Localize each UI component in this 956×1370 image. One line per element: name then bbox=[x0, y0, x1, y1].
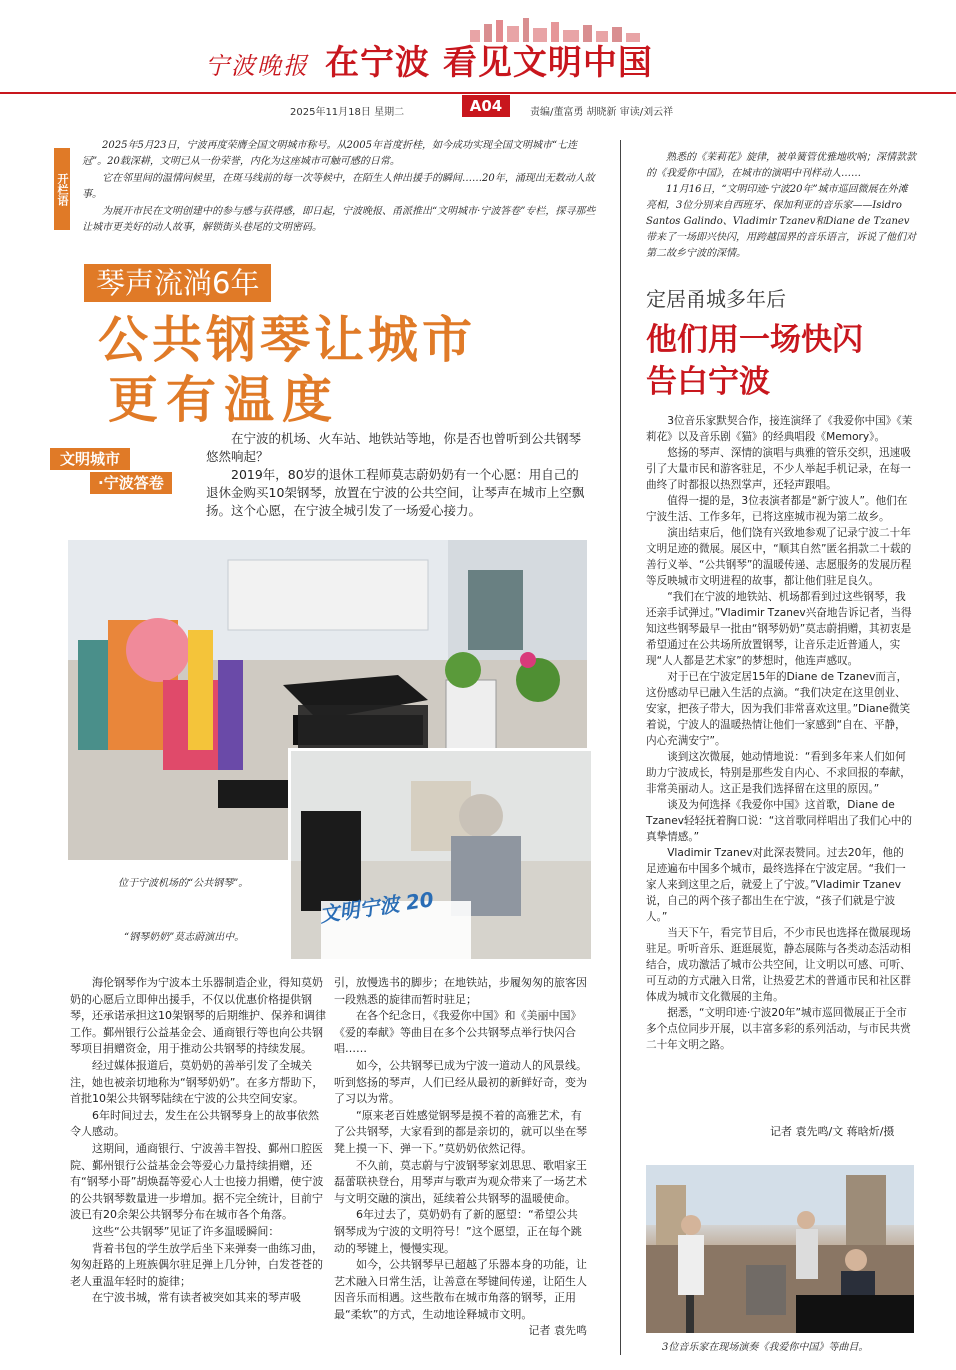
body-paragraph: 如今，公共钢琴早已超越了乐器本身的功能，让艺术融入日常生活，让善意在琴键间传递，让陌生人因音乐而相遇。这些散布在城市角落的钢琴，正用最“柔软”的方式，生动地诠释城市文明。 bbox=[334, 1258, 587, 1321]
body-paragraph: 在各个纪念日，《我爱你中国》和《美丽中国》《爱的奉献》等曲目在多个公共钢琴点举行快闪合唱…… bbox=[334, 1009, 582, 1056]
badge-label: ·宁波答卷 bbox=[90, 472, 172, 494]
body-paragraph: 6年过去了，莫奶奶有了新的愿望：“希望公共钢琴成为宁波的文明符号！”这个愿望，正在每个跳动的琴键上，慢慢实现。 bbox=[334, 1208, 582, 1255]
left-article-body-col1 bbox=[70, 975, 327, 1307]
body-paragraph: 在宁波书城，常有读者被突如其来的琴声吸 bbox=[92, 1291, 301, 1305]
intro-paragraph: 它在邻里间的温情问候里，在斑马线前的每一次等候中，在陌生人伸出援手的瞬间……20年，涌现出无数动人故事。 bbox=[82, 173, 595, 200]
body-paragraph: 谈到这次微展，她动情地说：“看到多年来人们如何助力宁波成长，特别是那些发自内心、不求回报的奉献，非常美丽动人。这正是我们选择留在这里的原因。” bbox=[646, 751, 911, 795]
body-paragraph: 3位音乐家默契合作，接连演绎了《我爱你中国》《茉莉花》以及音乐剧《猫》的经典唱段《Memory》。 bbox=[646, 415, 913, 443]
body-paragraph: 海伦钢琴作为宁波本土乐器制造企业，得知莫奶奶的心愿后立即伸出援手，不仅以优惠价格提供钢琴，还承诺承担这10架钢琴的后期维护、保养和调律工作。鄞州银行公益基金会、通商银行等也向公共钢琴项目捐赠资金，用于推动公共钢琴的持续发展。 bbox=[70, 976, 326, 1056]
left-article-lead bbox=[206, 430, 588, 520]
page-number: A04 bbox=[462, 95, 510, 117]
intro-paragraph: 为展开市民在文明创建中的参与感与获得感，即日起，宁波晚报、甬派推出“文明城市·宁波答卷”专栏，探寻那些让城市更美好的动人故事，解锁街头巷尾的文明密码。 bbox=[82, 206, 596, 233]
body-paragraph: 当天下午，看完节目后，不少市民也选择在微展现场驻足。听听音乐、逛逛展览，静态展陈与各类动态活动相结合，成功激活了城市公共空间，让文明以可感、可听、可互动的方式融入日常，让热爱艺术的普通市民和社区群体成为城市文化微展的主角。 bbox=[646, 927, 911, 1003]
intro-paragraph: 熟悉的《茉莉花》旋律，被单簧管优雅地吹响；深情款款的《我爱你中国》，在城市的演唱中刊样动人…… bbox=[646, 152, 916, 179]
left-article-title: 公共钢琴让城市 bbox=[98, 311, 476, 369]
body-paragraph: “我们在宁波的地铁站、机场都看到过这些钢琴，我还亲手试弹过。”Vladimir Tzanev兴奋地告诉记者，当得知这些钢琴最早一批由“钢琴奶奶”莫志蔚捐赠，其初衷是希望通过在公共场所放置钢琴，让音乐走近普通人，实现“人人都是艺术家”的梦想时，他连声感叹。 bbox=[646, 591, 912, 667]
right-article-title: 他们用一场快闪 bbox=[646, 322, 863, 358]
body-paragraph: 这些“公共钢琴”见证了许多温暖瞬间： bbox=[92, 1224, 280, 1238]
body-paragraph: 值得一提的是，3位表演者都是“新宁波人”。他们在宁波生活、工作多年，已将这座城市视为第二故乡。 bbox=[646, 495, 908, 523]
header-rule bbox=[0, 92, 956, 94]
civilization-20-sign: 文明宁波 20 bbox=[318, 887, 436, 927]
column-badge bbox=[50, 448, 198, 496]
body-paragraph: “原来老百姓感觉钢琴是摸不着的高雅艺术，有了公共钢琴，大家看到的都是亲切的，就可以坐在琴凳上摸一下、弹一下。”莫奶奶依然记得。 bbox=[334, 1108, 587, 1155]
right-article-kicker: 定居甬城多年后 bbox=[646, 287, 786, 311]
lead-paragraph: 在宁波的机场、火车站、地铁站等地，你是否也曾听到公共钢琴悠然响起？ bbox=[206, 431, 582, 464]
body-paragraph: 经过媒体报道后，莫奶奶的善举引发了全城关注，她也被亲切地称为“钢琴奶奶”。在多方帮助下，首批10架公共钢琴陆续在宁波的公共空间安家。 bbox=[70, 1058, 324, 1106]
column-divider bbox=[620, 140, 621, 1355]
photo-caption: 位于宁波机场的“公共钢琴”。 bbox=[118, 878, 249, 889]
lead-paragraph: 2019年，80岁的退休工程师莫志蔚奶奶有一个心愿：用自己的退休金购买10架钢琴，放置在宁波的公共空间，让琴声在城市上空飘扬。这个心愿，在宁波全城引发了一场爱心接力。 bbox=[206, 467, 585, 518]
right-article-body bbox=[646, 413, 914, 1053]
piano-grandma-photo bbox=[288, 748, 594, 962]
intro-tag: 开栏语 bbox=[54, 148, 70, 230]
body-paragraph: 如今，公共钢琴已成为宁波一道动人的风景线。听到悠扬的琴声，人们已经从最初的新鲜好奇，变为了习以为常。 bbox=[334, 1058, 587, 1106]
body-paragraph: 背着书包的学生放学后坐下来弹奏一曲练习曲，匆匆赶路的上班族偶尔驻足弹上几分钟，白发苍苍的老人重温年轻时的旋律； bbox=[70, 1241, 323, 1288]
column-slogan: 在宁波 看见文明中国 bbox=[325, 43, 653, 83]
body-paragraph: 不久前，莫志蔚与宁波钢琴家刘思思、歌唱家王磊蕾联袂登台，用琴声与歌声为观众带来了一场艺术与文明交融的演出，延续着公共钢琴的温暖使命。 bbox=[334, 1158, 587, 1205]
newspaper-name: 宁波晚报 bbox=[205, 52, 309, 80]
body-paragraph: 这期间，通商银行、宁波善丰智投、鄞州口腔医院、鄞州银行公益基金会等爱心力量持续捐赠，还有“钢琴小哥”胡焕磊等爱心人士也接力捐赠，使宁波的公共钢琴数量进一步增加。据不完全统计，目前宁波已有20余架公共钢琴分布在城市各个角落。 bbox=[70, 1141, 324, 1222]
flashmob-illustration bbox=[646, 1165, 914, 1333]
page-header bbox=[0, 0, 956, 130]
body-paragraph: 演出结束后，他们饶有兴致地参观了记录宁波二十年文明足迹的微展。展区中，“顺其自然”匿名捐款二十载的善行义举、“公共钢琴”的温暖传递、志愿服务的发展历程等反映城市文明进程的故事，都让他们驻足良久。 bbox=[646, 527, 912, 587]
issue-date: 2025年11月18日 星期二 bbox=[290, 107, 405, 118]
piano-grandma-illustration bbox=[291, 751, 591, 959]
body-paragraph: 据悉，“文明印迹·宁波20年”城市巡回微展正于全市多个点位同步开展，以丰富多彩的系列活动，与市民共赏二十年文明之路。 bbox=[646, 1007, 911, 1051]
left-article-body-col2 bbox=[334, 975, 587, 1340]
body-paragraph: Vladimir Tzanev对此深表赞同。过去20年，他的足迹遍布中国多个城市，最终选择在宁波定居。“我们一家人来到这里之后，就爱上了宁波。”Vladimir Tzanev说，自己的两个孩子都出生在宁波，“孩子们就是宁波人。” bbox=[646, 847, 906, 923]
flashmob-photo bbox=[646, 1165, 914, 1333]
body-paragraph: 引，放慢选书的脚步；在地铁站，步履匆匆的旅客因一段熟悉的旋律而暂时驻足； bbox=[334, 976, 587, 1006]
left-article-title: 更有温度 bbox=[108, 370, 340, 429]
photo-caption: 3位音乐家在现场演奏《我爱你中国》等曲目。 bbox=[662, 1342, 869, 1353]
right-article-title: 告白宁波 bbox=[646, 364, 770, 400]
body-paragraph: 悠扬的琴声、深情的演唱与典雅的管乐交织，迅速吸引了大量市民和游客驻足，不少人举起手机记录，在每一曲终了时都报以热烈掌声，还轻声跟唱。 bbox=[646, 447, 911, 491]
intro-paragraph: 2025年5月23日，宁波再度荣膺全国文明城市称号。从2005年首度折桂，如今成功实现全国文明城市“七连冠”。20载深耕，文明已从一份荣誉，内化为这座城市可触可感的日常。 bbox=[82, 140, 578, 167]
body-paragraph: 谈及为何选择《我爱你中国》这首歌，Diane de Tzanev轻轻抚着胸口说：“这首歌同样唱出了我们心中的真挚情感。” bbox=[646, 799, 912, 843]
byline: 记者 袁先鸣/文 蒋晗炘/摄 bbox=[770, 1125, 895, 1138]
intro-paragraph: 11月16日，“文明印迹·宁波20年”城市巡回微展在外滩亮相，3位分别来自西班牙、保加利亚的音乐家——Isidro Santos Galindo、Vladimir Tzanev和Diane de Tzanev带来了一场即兴快闪，用跨越国界的音乐语言，诉说了他们对第二故乡宁波的深情。 bbox=[646, 184, 916, 259]
photo-caption: “钢琴奶奶”莫志蔚演出中。 bbox=[124, 932, 245, 943]
column-intro bbox=[82, 138, 602, 237]
byline: 记者 袁先鸣 bbox=[528, 1324, 587, 1338]
body-paragraph: 6年时间过去，发生在公共钢琴身上的故事依然令人感动。 bbox=[70, 1108, 319, 1139]
badge-label: 文明城市 bbox=[50, 448, 130, 470]
right-article-intro bbox=[646, 150, 916, 262]
editor-credits: 责编/董富勇 胡晓新 审读/刘云祥 bbox=[530, 107, 674, 118]
body-paragraph: 对于已在宁波定居15年的Diane de Tzanev而言，这份感动早已融入生活的点滴。“我们决定在这里创业、安家，把孩子带大，因为我们非常喜欢这里。”Diane微笑着说，宁波人的温暖热情让他们一家感到“自在、平静，内心充满安宁”。 bbox=[646, 671, 911, 747]
left-article-kicker: 琴声流淌6年 bbox=[84, 264, 271, 302]
